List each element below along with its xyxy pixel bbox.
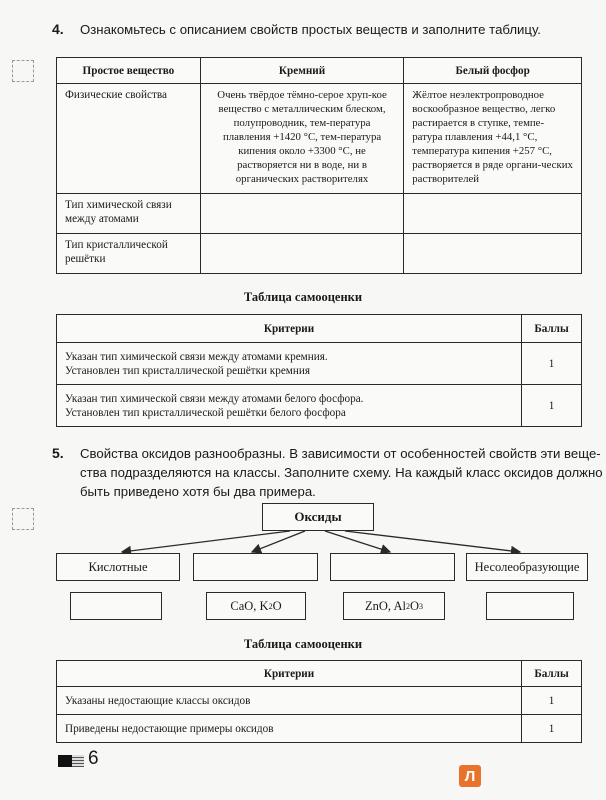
table-row <box>57 687 582 715</box>
arrow-to-basic <box>252 531 305 552</box>
criteria-line: Указан тип химической связи между атомами кремния. <box>65 350 328 363</box>
scheme-class-acidic: Кислотные <box>56 553 180 581</box>
formula-subscript: 3 <box>419 601 423 611</box>
task5-answer-checkbox[interactable] <box>12 508 34 530</box>
example-formula: O <box>409 598 419 613</box>
scheme-example-empty-acidic[interactable] <box>70 592 162 620</box>
criteria-header: Критерии <box>57 315 522 343</box>
scheme-example-amphoteric <box>343 592 445 620</box>
silicon-bond-type-cell[interactable] <box>200 194 403 234</box>
scheme-class-empty-2[interactable] <box>330 553 455 581</box>
scheme-example-empty-non-salt-forming[interactable] <box>486 592 574 620</box>
scheme-root-oxides: Оксиды <box>262 503 374 531</box>
table-row <box>57 234 582 274</box>
criteria-header: Критерии <box>57 661 522 687</box>
row-label-crystal-lattice: Тип кристаллической решётки <box>57 234 201 274</box>
task5-instruction-line2: ства подразделяются на классы. Заполните схему. На каждый класс оксидов должно <box>80 465 603 480</box>
example-formula: ZnO, Al <box>364 598 406 613</box>
table-row <box>57 194 582 234</box>
task5-self-assessment-caption: Таблица самооценки <box>243 637 363 651</box>
arrow-to-amphoteric <box>325 531 390 552</box>
task4-self-assessment-caption: Таблица самооценки <box>243 290 363 304</box>
page-number: 6 <box>88 748 99 769</box>
criteria-line: Указан тип химической связи между атомами белого фосфора. <box>65 392 364 405</box>
table-row <box>57 715 582 743</box>
task5-instruction-line1: Свойства оксидов разнообразны. В зависимости от особенностей свойств эти веще- <box>80 446 601 461</box>
table-row <box>57 343 582 385</box>
task4-properties-table <box>56 57 582 274</box>
score-header: Баллы <box>522 315 582 343</box>
task5-self-assessment-table <box>56 660 582 743</box>
score-cell: 1 <box>522 385 582 427</box>
scheme-class-non-salt-forming: Несолеобразующие <box>466 553 588 581</box>
table-row <box>57 84 582 194</box>
criteria-cell: Приведены недостающие примеры оксидов <box>57 715 522 743</box>
task5-instruction-line3: быть приведено хотя бы два примера. <box>80 484 316 499</box>
criteria-line: Установлен тип кристаллической решётки кремния <box>65 364 310 377</box>
row-label-physical: Физические свойства <box>57 84 201 194</box>
publisher-logo-icon: Л <box>459 765 481 787</box>
phosphorus-lattice-cell[interactable] <box>404 234 582 274</box>
criteria-cell <box>57 343 522 385</box>
arrow-to-acidic <box>122 531 290 552</box>
criteria-cell <box>57 385 522 427</box>
task4-number: 4. <box>52 21 64 37</box>
score-cell: 1 <box>522 687 582 715</box>
scheme-class-empty-1[interactable] <box>193 553 318 581</box>
criteria-cell: Указаны недостающие классы оксидов <box>57 687 522 715</box>
example-formula: O <box>272 598 282 613</box>
criteria-line: Установлен тип кристаллической решётки белого фосфора <box>65 406 346 419</box>
silicon-lattice-cell[interactable] <box>200 234 403 274</box>
score-header: Баллы <box>522 661 582 687</box>
page-marker-icon <box>58 755 72 767</box>
formula-subscript: 2 <box>268 601 273 611</box>
phosphorus-bond-type-cell[interactable] <box>404 194 582 234</box>
task4-answer-checkbox[interactable] <box>12 60 34 82</box>
score-cell: 1 <box>522 715 582 743</box>
scheme-example-basic <box>206 592 306 620</box>
formula-subscript: 2 <box>405 601 410 611</box>
phosphorus-physical-properties: Жёлтое неэлектропроводное воскообразное вещество, легко растирается в ступке, темпе-ратура плавления +44,1 °С, температура кипения +257 °С, растворяется в ряде органи-ческих растворителей <box>404 84 582 194</box>
header-simple-substance: Простое вещество <box>57 58 201 84</box>
arrow-to-non-salt-forming <box>345 531 520 552</box>
silicon-physical-properties: Очень твёрдое тёмно-серое хруп-кое вещество с металлическим блеском, полупроводник, тем-пература плавления +1420 °С, тем-пература кипения около +3300 °С, не растворяется ни в воде, ни в органических растворителях <box>200 84 403 194</box>
task4-instruction: Ознакомьтесь с описанием свойств простых веществ и заполните таблицу. <box>80 22 541 37</box>
row-label-bond-type: Тип химической связи между атомами <box>57 194 201 234</box>
page-marker-hatched-icon <box>72 755 84 767</box>
header-white-phosphorus: Белый фосфор <box>404 58 582 84</box>
score-cell: 1 <box>522 343 582 385</box>
table-row <box>57 385 582 427</box>
task5-number: 5. <box>52 445 64 461</box>
task4-self-assessment-table <box>56 314 582 427</box>
header-silicon: Кремний <box>200 58 403 84</box>
example-formula: CaO, K <box>230 598 269 613</box>
